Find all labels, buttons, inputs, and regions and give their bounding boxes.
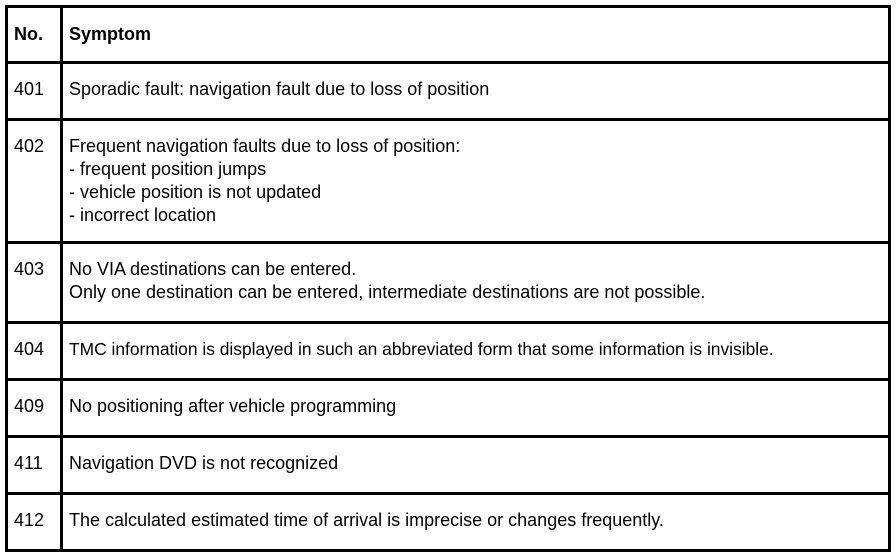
symptom-line: No VIA destinations can be entered. xyxy=(69,259,357,279)
column-header-no: No. xyxy=(7,7,62,63)
symptom-cell xyxy=(62,323,890,380)
fault-number: 403 xyxy=(7,243,62,323)
symptom-line: - incorrect location xyxy=(69,205,217,225)
symptom-cell xyxy=(62,494,890,551)
symptom-line: Frequent navigation faults due to loss of position: xyxy=(69,136,461,156)
symptom-cell xyxy=(62,380,890,437)
symptom-line: No positioning after vehicle programming xyxy=(69,396,397,416)
fault-number: 402 xyxy=(7,120,62,243)
fault-number: 404 xyxy=(7,323,62,380)
fault-number: 412 xyxy=(7,494,62,551)
symptom-line: TMC information is displayed in such an abbreviated form that some information is invisible. xyxy=(69,339,774,359)
symptom-cell xyxy=(62,63,890,120)
fault-number: 401 xyxy=(7,63,62,120)
symptom-line: Sporadic fault: navigation fault due to loss of position xyxy=(69,79,490,99)
fault-number: 411 xyxy=(7,437,62,494)
table-row xyxy=(7,494,890,551)
symptom-line: Only one destination can be entered, intermediate destinations are not possible. xyxy=(69,282,706,302)
symptom-line: Navigation DVD is not recognized xyxy=(69,453,339,473)
symptom-table xyxy=(5,5,891,552)
symptom-line: The calculated estimated time of arrival is imprecise or changes frequently. xyxy=(69,510,664,530)
table-row xyxy=(7,380,890,437)
table-row xyxy=(7,243,890,323)
symptom-cell xyxy=(62,243,890,323)
symptom-cell xyxy=(62,437,890,494)
symptom-table-sheet xyxy=(5,5,888,532)
column-header-symptom: Symptom xyxy=(62,7,890,63)
table-row xyxy=(7,63,890,120)
table-row xyxy=(7,323,890,380)
table-row xyxy=(7,437,890,494)
fault-number: 409 xyxy=(7,380,62,437)
symptom-line: - frequent position jumps xyxy=(69,159,267,179)
symptom-cell xyxy=(62,120,890,243)
symptom-line: - vehicle position is not updated xyxy=(69,182,322,202)
table-header-row xyxy=(7,7,890,63)
table-row xyxy=(7,120,890,243)
